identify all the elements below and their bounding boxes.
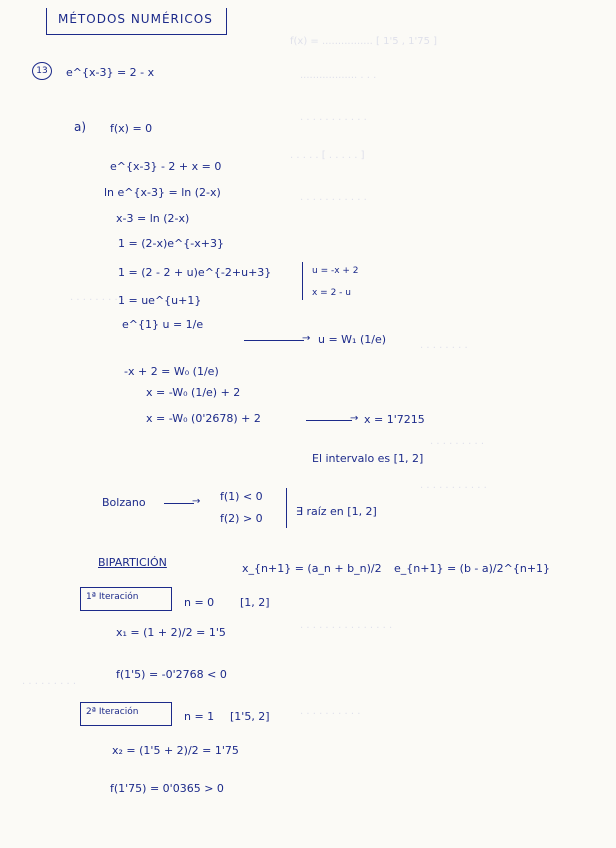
iteration-x: x₁ = (1 + 2)/2 = 1'5 bbox=[116, 626, 226, 639]
iteration-interval: [1'5, 2] bbox=[230, 710, 270, 723]
part-a-label: a) bbox=[74, 120, 87, 134]
derivation-line: e^{x-3} - 2 + x = 0 bbox=[110, 160, 222, 173]
header-underline bbox=[46, 34, 227, 35]
iteration-n: n = 0 bbox=[184, 596, 215, 609]
iteration-interval: [1, 2] bbox=[240, 596, 270, 609]
bleed-through-text: . . . . . . . . . bbox=[22, 676, 77, 687]
error-formula: e_{n+1} = (b - a)/2^{n+1} bbox=[394, 562, 551, 575]
derivation-line: x-3 = ln (2-x) bbox=[116, 212, 190, 225]
derivation-line: x = -W₀ (1/e) + 2 bbox=[146, 386, 241, 399]
bleed-through-text: . . . . . . . . . . bbox=[300, 706, 361, 717]
substitution-line: u = -x + 2 bbox=[312, 266, 359, 276]
arrow-head: → bbox=[350, 413, 359, 424]
iteration-label: 1ª Iteración bbox=[86, 592, 139, 602]
bolzano-condition: f(2) > 0 bbox=[220, 512, 263, 525]
bolzano-conclusion: ∃ raíz en [1, 2] bbox=[296, 505, 377, 518]
substitution-brace bbox=[302, 262, 303, 300]
bleed-through-text: . . . . . . . . . . . bbox=[300, 112, 367, 123]
arrow-line bbox=[306, 420, 352, 421]
derivation-line: u = W₁ (1/e) bbox=[318, 333, 387, 346]
arrow-line bbox=[164, 503, 194, 504]
bleed-through-text: . . . . . . . . . bbox=[70, 292, 125, 303]
root-result: x = 1'7215 bbox=[364, 413, 425, 426]
derivation-line: x = -W₀ (0'2678) + 2 bbox=[146, 412, 261, 425]
problem-equation: e^{x-3} = 2 - x bbox=[66, 66, 155, 79]
derivation-line: -x + 2 = W₀ (1/e) bbox=[124, 365, 219, 378]
arrow-line bbox=[244, 340, 304, 341]
derivation-line: ln e^{x-3} = ln (2-x) bbox=[104, 186, 221, 199]
bolzano-condition: f(1) < 0 bbox=[220, 490, 263, 503]
iteration-label: 2ª Iteración bbox=[86, 707, 139, 717]
bleed-through-text: . . . . . [ . . . . . ] bbox=[290, 150, 365, 161]
iteration-f-eval: f(1'75) = 0'0365 > 0 bbox=[110, 782, 224, 795]
bolzano-brace bbox=[286, 488, 287, 528]
iteration-n: n = 1 bbox=[184, 710, 215, 723]
bleed-through-text: . . . . . . . . . . . bbox=[300, 192, 367, 203]
header-bar-right bbox=[226, 8, 227, 34]
page-title: MÉTODOS NUMÉRICOS bbox=[58, 12, 213, 26]
bolzano-label: Bolzano bbox=[102, 496, 146, 509]
interval-note: El intervalo es [1, 2] bbox=[312, 452, 424, 465]
derivation-line: 1 = (2-x)e^{-x+3} bbox=[118, 237, 224, 250]
arrow-head: → bbox=[192, 496, 201, 507]
bleed-through-text: f(x) = ................ [ 1'5 , 1'75 ] bbox=[290, 36, 438, 47]
bleed-through-text: . . . . . . . . bbox=[420, 340, 468, 351]
derivation-line: e^{1} u = 1/e bbox=[122, 318, 204, 331]
bleed-through-text: . . . . . . . . . . . bbox=[420, 480, 487, 491]
bleed-through-text: . . . . . . . . . bbox=[430, 436, 485, 447]
derivation-line: 1 = (2 - 2 + u)e^{-2+u+3} bbox=[118, 266, 272, 279]
iteration-f-eval: f(1'5) = -0'2768 < 0 bbox=[116, 668, 227, 681]
derivation-line: f(x) = 0 bbox=[110, 122, 153, 135]
bleed-through-text: . . . . . . . . . . . . . . . bbox=[300, 620, 393, 631]
header-bar-left bbox=[46, 8, 47, 34]
iteration-x: x₂ = (1'5 + 2)/2 = 1'75 bbox=[112, 744, 239, 757]
bleed-through-text: .................. . . . bbox=[300, 70, 377, 81]
substitution-line: x = 2 - u bbox=[312, 288, 351, 298]
method-heading: BIPARTICIÓN bbox=[98, 556, 167, 569]
bisection-formula: x_{n+1} = (a_n + b_n)/2 bbox=[242, 562, 382, 575]
derivation-line: 1 = ue^{u+1} bbox=[118, 294, 202, 307]
problem-number: 13 bbox=[32, 62, 52, 80]
arrow-head: → bbox=[302, 333, 311, 344]
